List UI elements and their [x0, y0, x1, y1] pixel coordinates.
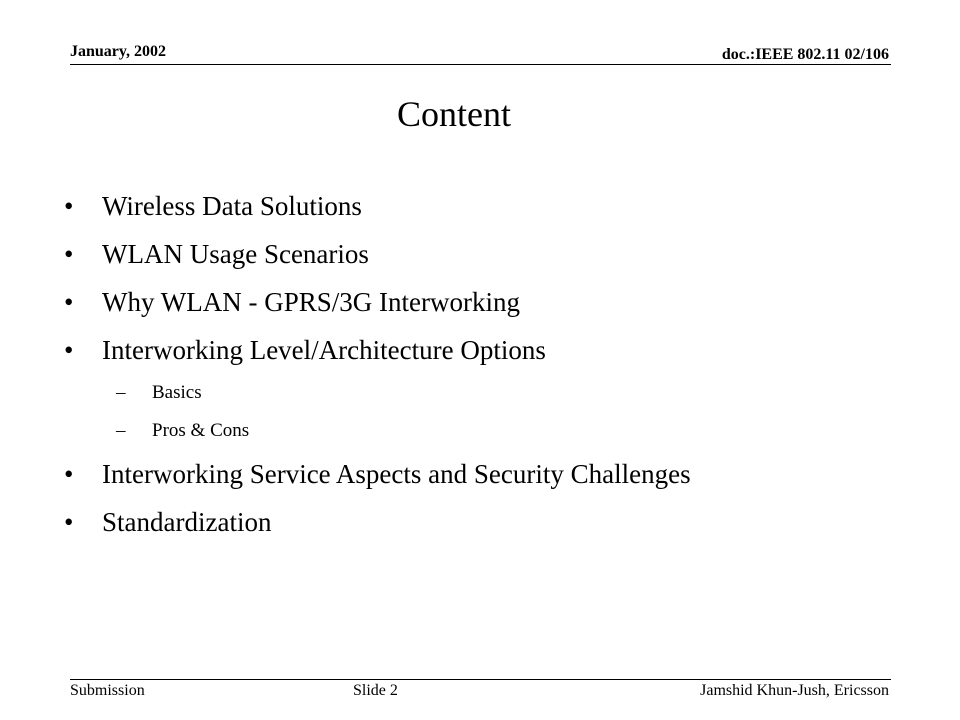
content-list: [64, 182, 691, 546]
bullet-icon: •: [64, 191, 74, 221]
bullet-text: Interworking Level/Architecture Options: [102, 335, 546, 365]
dash-icon: –: [116, 382, 126, 403]
bullet-text: Interworking Service Aspects and Security Challenges: [102, 459, 691, 489]
bullet-item-interworking-level-architecture: [64, 326, 691, 374]
bullet-icon: •: [64, 507, 74, 537]
header-doc-id: doc.:IEEE 802.11 02/106: [721, 46, 889, 63]
bullet-icon: •: [64, 239, 74, 269]
footer-slide-number: Slide 2: [353, 682, 398, 699]
slide-title: Content: [397, 94, 511, 134]
footer-divider: [70, 679, 891, 680]
bullet-item-interworking-service-aspects: [64, 450, 691, 498]
bullet-item-why-wlan-gprs-3g: [64, 278, 691, 326]
sub-item-pros-cons: [64, 412, 691, 450]
bullet-item-wlan-usage-scenarios: [64, 230, 691, 278]
bullet-text: Wireless Data Solutions: [102, 191, 362, 221]
bullet-text: Standardization: [102, 507, 272, 537]
footer-author: Jamshid Khun-Jush, Ericsson: [700, 682, 889, 699]
bullet-text: Why WLAN - GPRS/3G Interworking: [102, 287, 520, 317]
bullet-text: WLAN Usage Scenarios: [102, 239, 369, 269]
sub-item-text: Pros & Cons: [152, 420, 250, 441]
sub-item-text: Basics: [152, 382, 202, 403]
dash-icon: –: [116, 420, 126, 441]
header-date: January, 2002: [70, 43, 167, 60]
bullet-item-wireless-data-solutions: [64, 182, 691, 230]
bullet-icon: •: [64, 287, 74, 317]
sub-item-basics: [64, 374, 691, 412]
header-divider: [70, 64, 891, 65]
bullet-icon: •: [64, 335, 74, 365]
bullet-icon: •: [64, 459, 74, 489]
bullet-item-standardization: [64, 498, 691, 546]
footer-submission: Submission: [70, 682, 145, 699]
